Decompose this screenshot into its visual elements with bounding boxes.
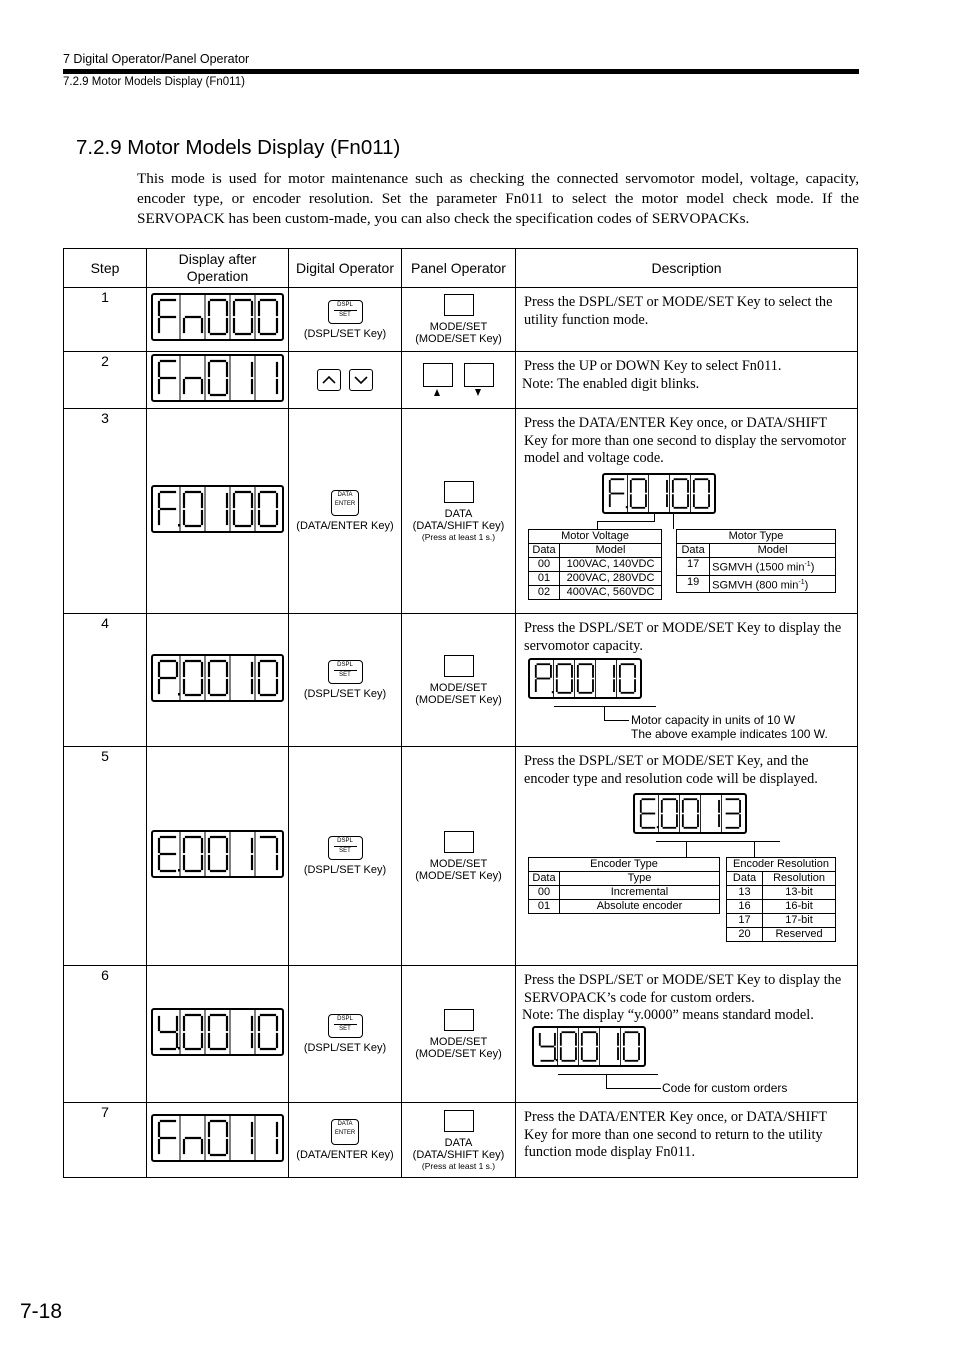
- step-description: Press the DSPL/SET or MODE/SET Key to display the SERVOPACK’s code for custom orders.: [524, 972, 842, 1006]
- panel-up-key-icon: [423, 363, 453, 387]
- step-description: Press the DSPL/SET or MODE/SET Key, and the encoder type and resolution code will be displayed.: [524, 753, 818, 787]
- digital-key-label: (DSPL/SET Key): [303, 864, 387, 876]
- panel-key-note: (Press at least 1 s.): [421, 1160, 496, 1171]
- panel-key-icon: [444, 481, 474, 503]
- seven-segment-display: [151, 830, 284, 878]
- step-note: Note: The enabled digit blinks.: [522, 375, 700, 392]
- header-panel-operator: Panel Operator: [402, 249, 516, 288]
- seven-segment-display: [532, 1026, 646, 1067]
- table-row: [64, 747, 858, 966]
- seven-segment-display: [602, 473, 716, 514]
- header-digital-operator: Digital Operator: [289, 249, 402, 288]
- procedure-table: [63, 248, 858, 1178]
- panel-key-icon: [444, 655, 474, 677]
- panel-key-icon: [444, 294, 474, 316]
- digital-key-label: (DSPL/SET Key): [303, 1042, 387, 1054]
- down-key-icon: [349, 369, 373, 391]
- table-row: [64, 614, 858, 747]
- dspl-set-key-icon: DSPL SET: [328, 300, 363, 324]
- panel-key-icon: [444, 1110, 474, 1132]
- encoder-type-table: Encoder Type Data Type 00 Incremental 01 Absolute encoder: [528, 857, 720, 914]
- data-enter-key-icon: DATA ENTER: [331, 1119, 359, 1145]
- header-rule: [63, 69, 859, 74]
- up-key-icon: [317, 369, 341, 391]
- seven-segment-display: [151, 654, 284, 702]
- down-arrow-icon: [464, 387, 492, 397]
- step-number: 7: [64, 1103, 147, 1178]
- custom-code-note: Code for custom orders: [662, 1081, 788, 1095]
- panel-down-key-icon: [464, 363, 494, 387]
- digital-key-label: (DSPL/SET Key): [303, 327, 387, 340]
- motor-voltage-table: Motor Voltage Data Model 00 100VAC, 140VDC 01 200VAC, 280VDC 02 400VAC, 560VDC: [528, 529, 662, 600]
- panel-key-label: DATA (DATA/SHIFT Key): [412, 1136, 505, 1161]
- seven-segment-display: [633, 793, 747, 834]
- step-note: Note: The display “y.0000” means standard model.: [522, 1007, 814, 1023]
- step-description: Press the UP or DOWN Key to select Fn011.: [524, 358, 782, 374]
- step-description: Press the DATA/ENTER Key once, or DATA/SHIFT Key for more than one second to return to the utility function mode display Fn011.: [524, 1109, 827, 1160]
- seven-segment-display: [151, 354, 284, 402]
- panel-key-label: MODE/SET (MODE/SET Key): [415, 857, 502, 882]
- seven-segment-display: [151, 1008, 284, 1056]
- panel-key-icon: [444, 831, 474, 853]
- motor-type-table: Motor Type Data Model 17 SGMVH (1500 $\min^{-1}$) 19 SGMVH (800 $\min^{-1}$): [676, 529, 836, 593]
- dspl-set-key-icon: DSPL SET: [328, 660, 363, 684]
- capacity-note: Motor capacity in units of 10 W The above example indicates 100 W.: [631, 713, 828, 741]
- panel-key-icon: [444, 1009, 474, 1031]
- encoder-resolution-table: Encoder Resolution Data Resolution 13 13-bit 16 16-bit 17 17-bit 20 Reserved: [726, 857, 836, 942]
- table-header-row: [64, 249, 858, 288]
- header-step: Step: [64, 249, 147, 288]
- step-description: Press the DSPL/SET or MODE/SET Key to select the utility function mode.: [524, 294, 833, 328]
- step-description: Press the DATA/ENTER Key once, or DATA/SHIFT Key for more than one second to display the servomotor model and voltage code.: [524, 415, 846, 466]
- panel-key-note: (Press at least 1 s.): [421, 531, 496, 542]
- seven-segment-display: [151, 1114, 284, 1162]
- dspl-set-key-icon: DSPL SET: [328, 1014, 363, 1038]
- running-header-chapter: 7 Digital Operator/Panel Operator: [63, 52, 250, 66]
- table-row: [64, 352, 858, 409]
- seven-segment-display: [151, 485, 284, 533]
- section-title: 7.2.9 Motor Models Display (Fn011): [76, 136, 401, 159]
- step-description: Press the DSPL/SET or MODE/SET Key to display the servomotor capacity.: [524, 620, 842, 654]
- digital-key-label: (DATA/ENTER Key): [296, 520, 394, 532]
- step-number: 4: [64, 614, 147, 747]
- panel-key-label: MODE/SET (MODE/SET Key): [415, 681, 502, 706]
- step-number: 1: [64, 288, 147, 352]
- step-number: 5: [64, 747, 147, 966]
- up-arrow-icon: [423, 387, 451, 397]
- intro-paragraph: This mode is used for motor maintenance such as checking the connected servomotor model, voltage, capacity, encoder type, or encoder resolution. Set the parameter Fn011 to select the motor model check mode. If the SERVOPACK has been custom-made, you can also check the specification codes of SERVOPACKs.: [137, 170, 859, 227]
- data-enter-key-icon: DATA ENTER: [331, 490, 359, 516]
- step-number: 3: [64, 409, 147, 614]
- table-row: [64, 966, 858, 1103]
- step-number: 2: [64, 352, 147, 409]
- dspl-set-key-icon: DSPL SET: [328, 836, 363, 860]
- panel-key-label: MODE/SET (MODE/SET Key): [415, 321, 502, 345]
- seven-segment-display: [528, 658, 642, 699]
- digital-key-label: (DATA/ENTER Key): [296, 1149, 394, 1161]
- running-header-section: 7.2.9 Motor Models Display (Fn011): [63, 76, 245, 88]
- page-number: 7-18: [20, 1300, 63, 1323]
- digital-key-label: (DSPL/SET Key): [303, 688, 387, 700]
- table-row: [64, 409, 858, 614]
- step-number: 6: [64, 966, 147, 1103]
- seven-segment-display: [151, 293, 284, 341]
- panel-key-label: MODE/SET (MODE/SET Key): [415, 1035, 502, 1060]
- table-row: [64, 1103, 858, 1178]
- header-description: Description: [516, 249, 858, 288]
- panel-key-label: DATA (DATA/SHIFT Key): [412, 507, 505, 532]
- header-display: Display after Operation: [147, 249, 289, 288]
- table-row: [64, 288, 858, 352]
